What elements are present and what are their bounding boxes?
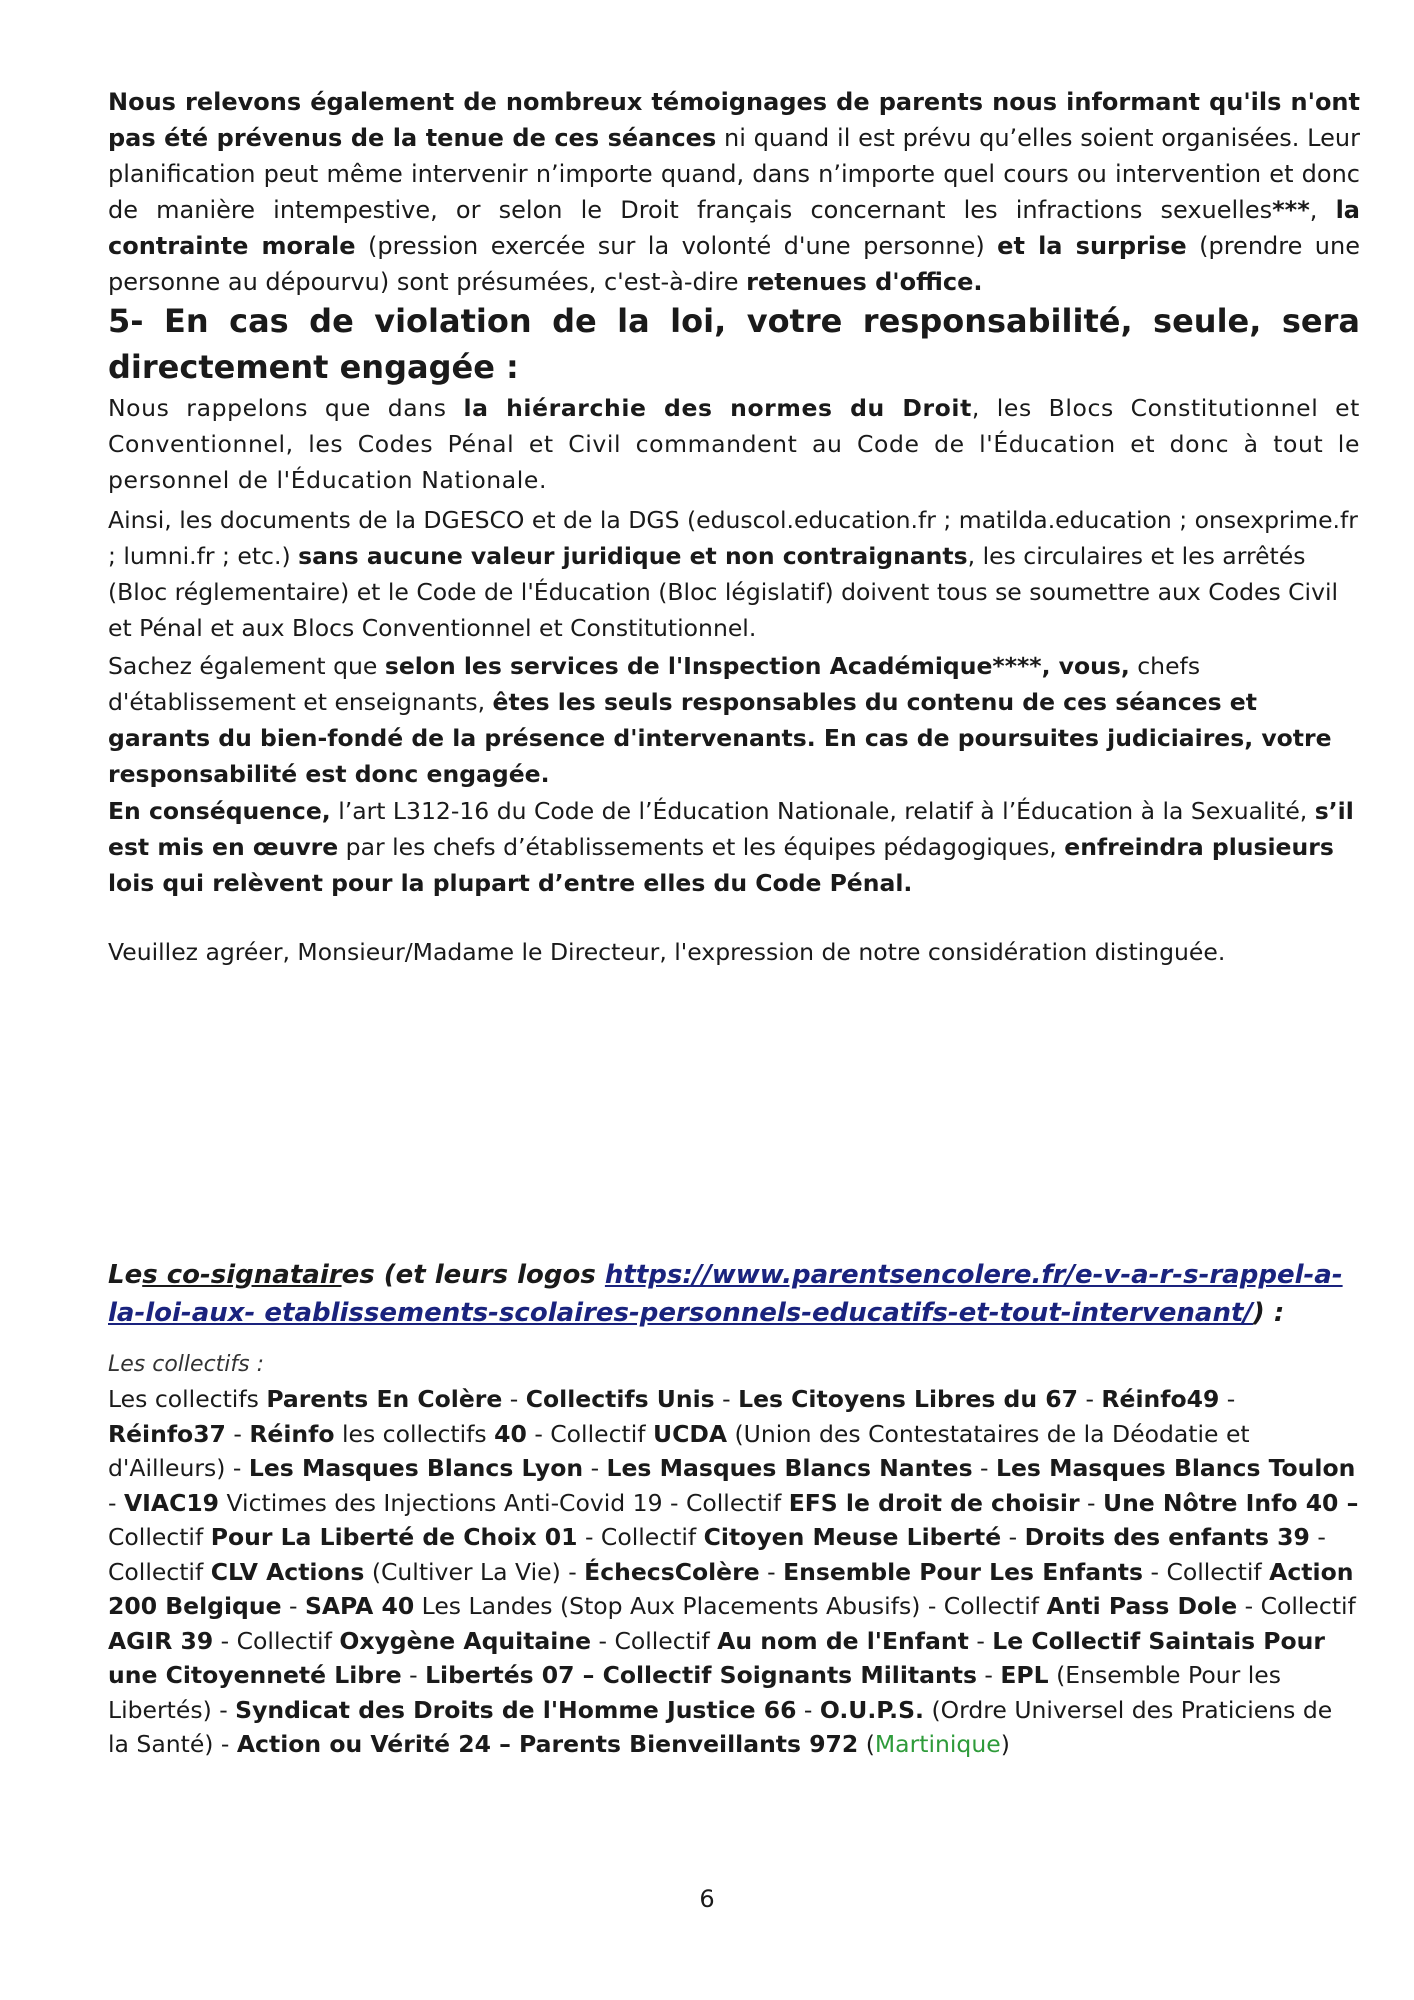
bold-text-run: Les Citoyens Libres du 67 (738, 1385, 1078, 1413)
bold-text-run: Parents En Colère (266, 1385, 503, 1413)
bold-text-run: Ensemble Pour Les Enfants (783, 1557, 1144, 1586)
text-run: - Collectif (1143, 1557, 1270, 1586)
text-run: - Collectif (108, 1523, 1326, 1586)
text-run: ( (858, 1730, 875, 1758)
text-run: Les Landes (Stop Aux Placements Abusifs) - Collectif (414, 1592, 1047, 1620)
text-run: , les circulaires et les arrêtés (Bloc réglementaire) et le Code de l'Éducation (Bloc législatif) doivent tous se soumettre aux Codes Civil et Pénal et aux Blocs Conventionnel et Constitutionnel. (108, 542, 1339, 642)
text-run: - (281, 1592, 305, 1620)
bold-text-run: AGIR 39 (108, 1626, 214, 1655)
text-run: Ainsi, les documents de la DGESCO et de la DGS (eduscol.education.fr ; matilda.education ; onsexprime.fr ; lumni.fr ; etc.) (108, 506, 1358, 570)
text-run: ) (1000, 1730, 1010, 1758)
text-run: - (225, 1419, 250, 1448)
green-text-run: Martinique (874, 1730, 1001, 1758)
text-run: - Collectif (526, 1419, 653, 1448)
bold-text-run: Oxygène Aquitaine (339, 1626, 592, 1655)
bold-text-run: Les Masques Blancs Lyon (248, 1454, 584, 1482)
bold-text-run: enfreindra plusieurs lois qui relèvent pour la plupart d’entre elles du Code Pénal. (108, 833, 1334, 897)
bold-text-run: VIAC19 (123, 1488, 220, 1517)
bold-text-run: êtes les seuls responsables du contenu de ces séances et garants du bien-fondé de la présence d'intervenants. En cas de poursuites judiciaires, votre responsabilité est donc engagée. (108, 688, 1332, 788)
bold-text-run: Les Masques Blancs Toulon (995, 1454, 1356, 1482)
text-run: (pression exercée sur la volonté d'une personne) (355, 232, 998, 260)
paragraph-parents-testimonies (108, 84, 1360, 300)
text-run: les collectifs (334, 1419, 495, 1448)
text-run: - Collectif (213, 1626, 340, 1655)
bold-text-run: Au nom de l'Enfant (717, 1626, 969, 1655)
text-run: - (401, 1661, 426, 1689)
cosig-link[interactable]: https://www.parentsencolere.fr/e-v-a-r-s-rappel-a-la-loi-aux- etablissements-scolaires-personnels-educatifs-et-tout-intervenant/ (108, 1260, 1343, 1328)
bold-text-run: *** (1272, 196, 1310, 224)
bold-text-run: selon les services de l'Inspection Académique****, vous, (384, 652, 1130, 680)
cosig-prefix-underlined: s co-signatair (142, 1260, 342, 1290)
text-run: - (1001, 1523, 1025, 1551)
text-run: - Collectif (591, 1626, 718, 1655)
text-run: - (714, 1385, 739, 1413)
bold-text-run: UCDA (652, 1419, 728, 1448)
bold-text-run: Réinfo37 (108, 1419, 226, 1448)
text-run: (prendre une personne au dépourvu) sont présumées, c'est-à-dire (108, 232, 1360, 296)
bold-text-run: la contrainte morale (108, 196, 1360, 260)
bold-text-run: Anti Pass Dole (1046, 1592, 1238, 1620)
text-run: Veuillez agréer, Monsieur/Madame le Directeur, l'expression de notre considération distinguée. (108, 938, 1226, 966)
cosig-prefix-rest: es (et leurs logos (341, 1260, 605, 1290)
text-run: - (583, 1454, 607, 1482)
text-run: - (502, 1385, 526, 1413)
bold-text-run: Libertés 07 – Collectif Soignants Militants (425, 1661, 977, 1689)
bold-text-run: Citoyen Meuse Liberté (703, 1523, 1002, 1551)
cosig-prefix-le: Le (108, 1260, 143, 1290)
text-run: (Ordre Universel des Praticiens de la Santé) - (108, 1695, 1333, 1758)
text-run: par les chefs d’établissements et les équipes pédagogiques, (338, 833, 1065, 861)
text-run: - (968, 1626, 993, 1655)
bold-text-run: Une Nôtre Info 40 – (1102, 1488, 1359, 1517)
text-run: - (1079, 1488, 1103, 1517)
paragraph-inspection-academique (108, 648, 1360, 792)
text-run: l’art L312-16 du Code de l’Éducation Nationale, relatif à l’Éducation à la Sexualité, (330, 797, 1315, 825)
bold-text-run: SAPA 40 (304, 1592, 415, 1620)
text-run: Nous rappelons que dans (108, 394, 464, 422)
text-run: Sachez également que (108, 652, 385, 680)
bold-text-run: Action ou Vérité 24 – Parents Bienveillants 972 (236, 1730, 859, 1758)
bold-text-run: Collectifs Unis (525, 1385, 715, 1413)
text-run: - (1078, 1385, 1102, 1413)
section-heading-5: 5- En cas de violation de la loi, votre responsabilité, seule, sera directement engagée : (108, 302, 1360, 386)
page-number: 6 (699, 1885, 715, 1913)
bold-text-run: 40 (494, 1419, 527, 1448)
text-run: - (1219, 1385, 1236, 1413)
bold-text-run: Les Masques Blancs Nantes (606, 1454, 973, 1482)
bold-text-run: sans aucune valeur juridique et non contraignants (298, 542, 968, 570)
bold-text-run: retenues d'office. (746, 268, 983, 296)
text-run: chefs d'établissement et enseignants, (108, 652, 1201, 716)
text-run: - (759, 1557, 784, 1586)
cosig-suffix: ) : (1252, 1298, 1285, 1328)
text-run: , (1309, 196, 1336, 224)
text-run: - Collectif (577, 1523, 704, 1551)
paragraph-consequence (108, 793, 1360, 901)
text-run: (Ensemble Pour les Libertés) - (108, 1661, 1281, 1724)
paragraph-collectifs-list (108, 1382, 1360, 1762)
paragraph-dgesco-documents (108, 502, 1360, 646)
bold-text-run: EPL (1000, 1661, 1049, 1689)
paragraph-hierarchy-of-norms (108, 390, 1360, 498)
cosignataires-heading (108, 1256, 1360, 1332)
bold-text-run: Réinfo49 (1101, 1385, 1220, 1413)
text-run: ni quand il est prévu qu’elles soient organisées. Leur planification peut même intervenir n’importe quand, dans n’importe quel cours ou intervention et donc de manière intempestive, or selon le Droit français concernant les infractions sexuelles (108, 124, 1360, 224)
bold-text-run: CLV Actions (210, 1557, 365, 1586)
paragraph-closing-salutation (108, 934, 1360, 970)
text-run: - (972, 1454, 996, 1482)
bold-text-run: la hiérarchie des normes du Droit (463, 394, 972, 422)
text-run: - (976, 1661, 1001, 1689)
text-run: Les collectifs (108, 1385, 267, 1413)
text-run: - Collectif (1237, 1592, 1356, 1620)
bold-text-run: et la surprise (997, 232, 1187, 260)
text-run: (Union des Contestataires de la Déodatie et d'Ailleurs) - (108, 1419, 1250, 1482)
bold-text-run: EFS le droit de choisir (788, 1488, 1080, 1517)
bold-text-run: En conséquence, (108, 797, 331, 825)
text-run: , les Blocs Constitutionnel et Conventionnel, les Codes Pénal et Civil commandent au Code de l'Éducation et donc à tout le personnel de l'Éducation Nationale. (108, 394, 1360, 494)
bold-text-run: Nous relevons également de nombreux témoignages de parents nous informant qu'ils n'ont pas été prévenus de la tenue de ces séances (108, 88, 1360, 152)
bold-text-run: Droits des enfants 39 (1024, 1523, 1310, 1551)
bold-text-run: Syndicat des Droits de l'Homme Justice 66 (235, 1695, 797, 1724)
bold-text-run: ÉchecsColère (584, 1557, 760, 1586)
collectifs-label: Les collectifs : (108, 1352, 265, 1377)
text-run: - (108, 1488, 124, 1517)
bold-text-run: s’il est mis en œuvre (108, 797, 1354, 861)
bold-text-run: Action 200 Belgique (108, 1557, 1354, 1620)
bold-text-run: O.U.P.S. (819, 1695, 924, 1724)
text-run: (Cultiver La Vie) - (364, 1557, 585, 1586)
text-run: Collectif (108, 1523, 211, 1551)
bold-text-run: Réinfo (249, 1419, 335, 1448)
text-run: - (796, 1695, 820, 1724)
bold-text-run: Pour La Liberté de Choix 01 (210, 1523, 578, 1551)
bold-text-run: Le Collectif Saintais Pour une Citoyenneté Libre (108, 1626, 1325, 1689)
text-run: Victimes des Injections Anti-Covid 19 - Collectif (219, 1488, 789, 1517)
